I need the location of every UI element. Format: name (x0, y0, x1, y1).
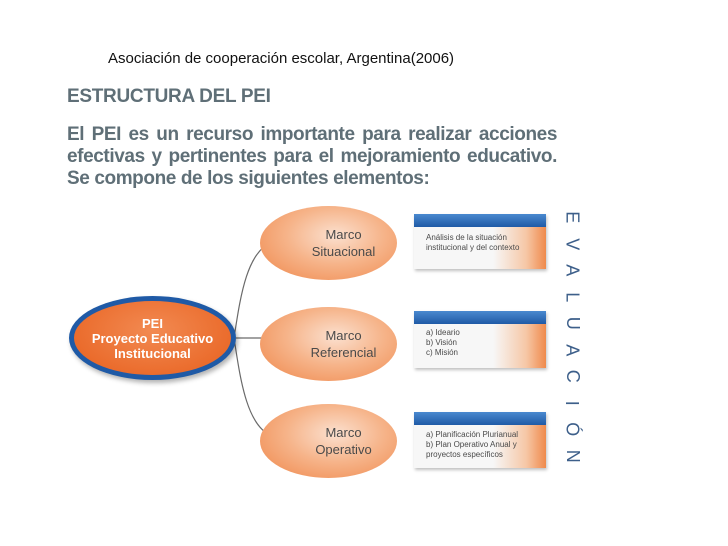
detail-line: b) Visión (426, 338, 457, 347)
detail-line: a) Ideario (426, 328, 460, 337)
pei-center-node (74, 301, 231, 375)
detail-line: a) Planificación Plurianual (426, 430, 519, 439)
detail-line: c) Misión (426, 348, 459, 357)
intro-paragraph: El PEI es un recurso importante para realizar acciones efectivas y pertinentes para el mejoramiento educativo. Se compone de los siguientes elementos: (67, 124, 557, 189)
detail-box-header-bar (414, 311, 546, 324)
detail-box-referencial (414, 311, 546, 368)
evaluacion-letter: I (562, 400, 583, 406)
evaluacion-vertical-label (562, 204, 582, 469)
slide-caption: Asociación de cooperación escolar, Argentina(2006) (108, 50, 455, 67)
marco-operativo-node (260, 404, 397, 478)
marco-situacional-node (260, 206, 397, 280)
detail-line: proyectos específicos (426, 450, 503, 459)
evaluacion-letter: Ó (562, 422, 583, 437)
detail-box-header-bar (414, 214, 546, 227)
pei-line-2: Proyecto Educativo (91, 330, 214, 346)
pei-line-3: Institucional (114, 345, 191, 361)
marco-name: Situacional (311, 244, 376, 259)
marco-label: Marco (325, 227, 362, 242)
marco-label: Marco (325, 425, 362, 440)
detail-box-header-bar (414, 412, 546, 425)
detail-line: Análisis de la situación (426, 233, 507, 242)
evaluacion-letter: A (562, 264, 583, 277)
marco-name: Referencial (310, 345, 377, 360)
detail-line: b) Plan Operativo Anual y (426, 440, 517, 449)
detail-line: institucional y del contexto (426, 243, 520, 252)
marco-label: Marco (325, 328, 362, 343)
marco-name: Operativo (315, 442, 372, 457)
evaluacion-letter: V (562, 237, 583, 250)
detail-box-situacional (414, 214, 546, 269)
evaluacion-letter: E (562, 211, 583, 224)
evaluacion-letter: U (562, 316, 583, 330)
evaluacion-letter: A (562, 343, 583, 356)
evaluacion-letter: N (562, 449, 583, 463)
marco-referencial-node (260, 307, 397, 381)
section-heading: ESTRUCTURA DEL PEI (67, 86, 271, 107)
evaluacion-letter: L (562, 291, 583, 302)
detail-box-operativo (414, 412, 546, 468)
evaluacion-letter: C (562, 369, 583, 383)
pei-line-1: PEI (142, 315, 163, 331)
